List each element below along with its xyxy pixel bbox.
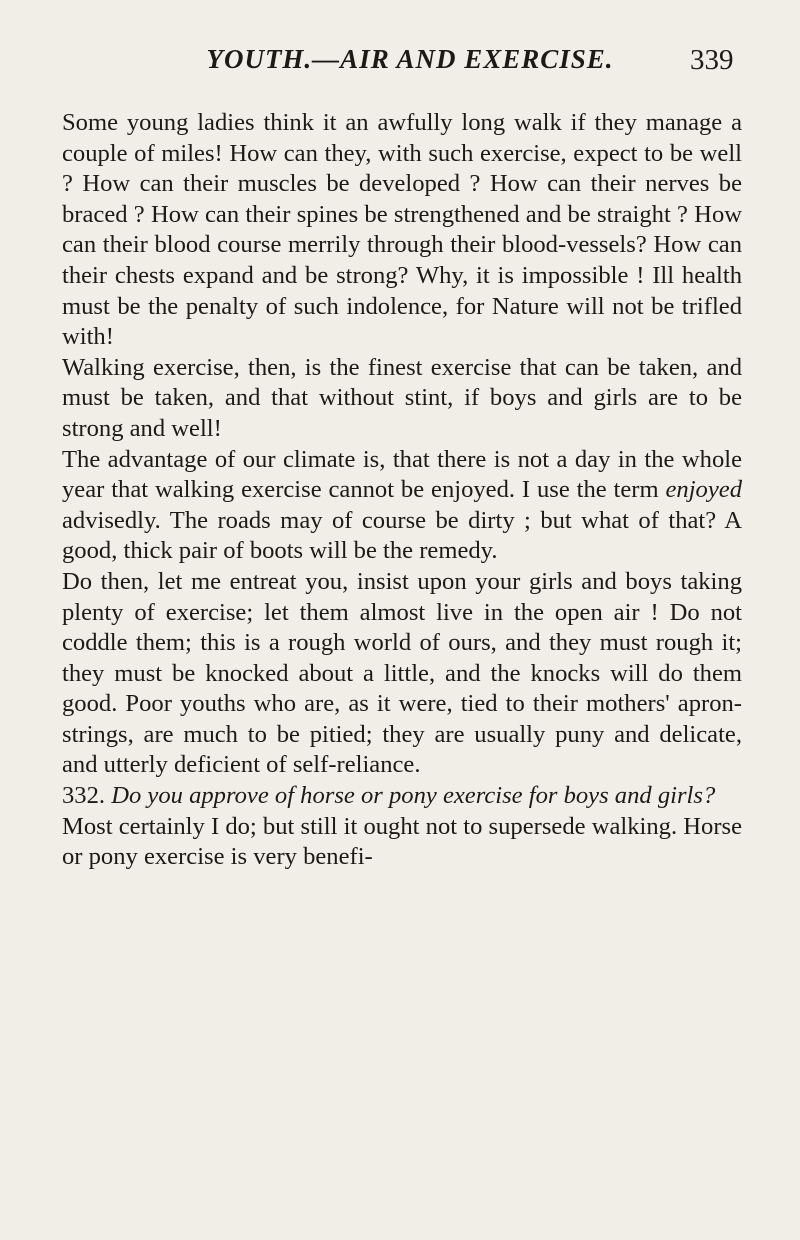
body-text [62,108,742,873]
paragraph-answer: Most certainly I do; but still it ought not to supersede walking. Horse or pony exercise is very benefi- [62,812,742,871]
question-number: 332. [62,782,106,810]
climate-emphasis: enjoyed [665,476,742,504]
paragraph-entreat: Do then, let me entreat you, insist upon your girls and boys taking plenty of exercise; let them almost live in the open air ! Do not coddle them; this is a rough world of ours, and they must rough it; they must be knocked about a little, and the knocks will do them good. Poor youths who are, as it were, tied to their mothers' apron-strings, are much to be pitied; they are usually puny and delicate, and utterly deficient of self-reliance. [62,567,742,779]
page-number: 339 [690,44,734,76]
question-text: Do you approve of horse or pony exercise for boys and girls? [111,782,716,810]
question-332 [62,781,742,812]
climate-text-before: The advantage of our climate is, that there is not a day in the whole year that walking exercise cannot be enjoyed. I use the term [62,445,742,504]
paragraph-climate [62,445,742,567]
running-head [0,44,800,84]
paragraph-walking-exercise: Walking exercise, then, is the finest exercise that can be taken, and must be taken, and that without stint, if boys and girls are to be strong and well! [62,353,742,442]
paragraph-young-ladies: Some young ladies think it an awfully long walk if they manage a couple of miles! How can they, with such exercise, expect to be well ? How can their muscles be developed ? How can their nerves be braced ? How can their spines be strengthened and be straight ? How can their blood course merrily through their blood-vessels? How can their chests expand and be strong? Why, it is impossible ! Ill health must be the penalty of such indolence, for Nature will not be trifled with! [62,109,742,351]
running-title: YOUTH.—AIR AND EXERCISE. [206,44,614,74]
climate-text-after: advisedly. The roads may of course be dirty ; but what of that? A good, thick pair of boots will be the remedy. [62,506,742,565]
